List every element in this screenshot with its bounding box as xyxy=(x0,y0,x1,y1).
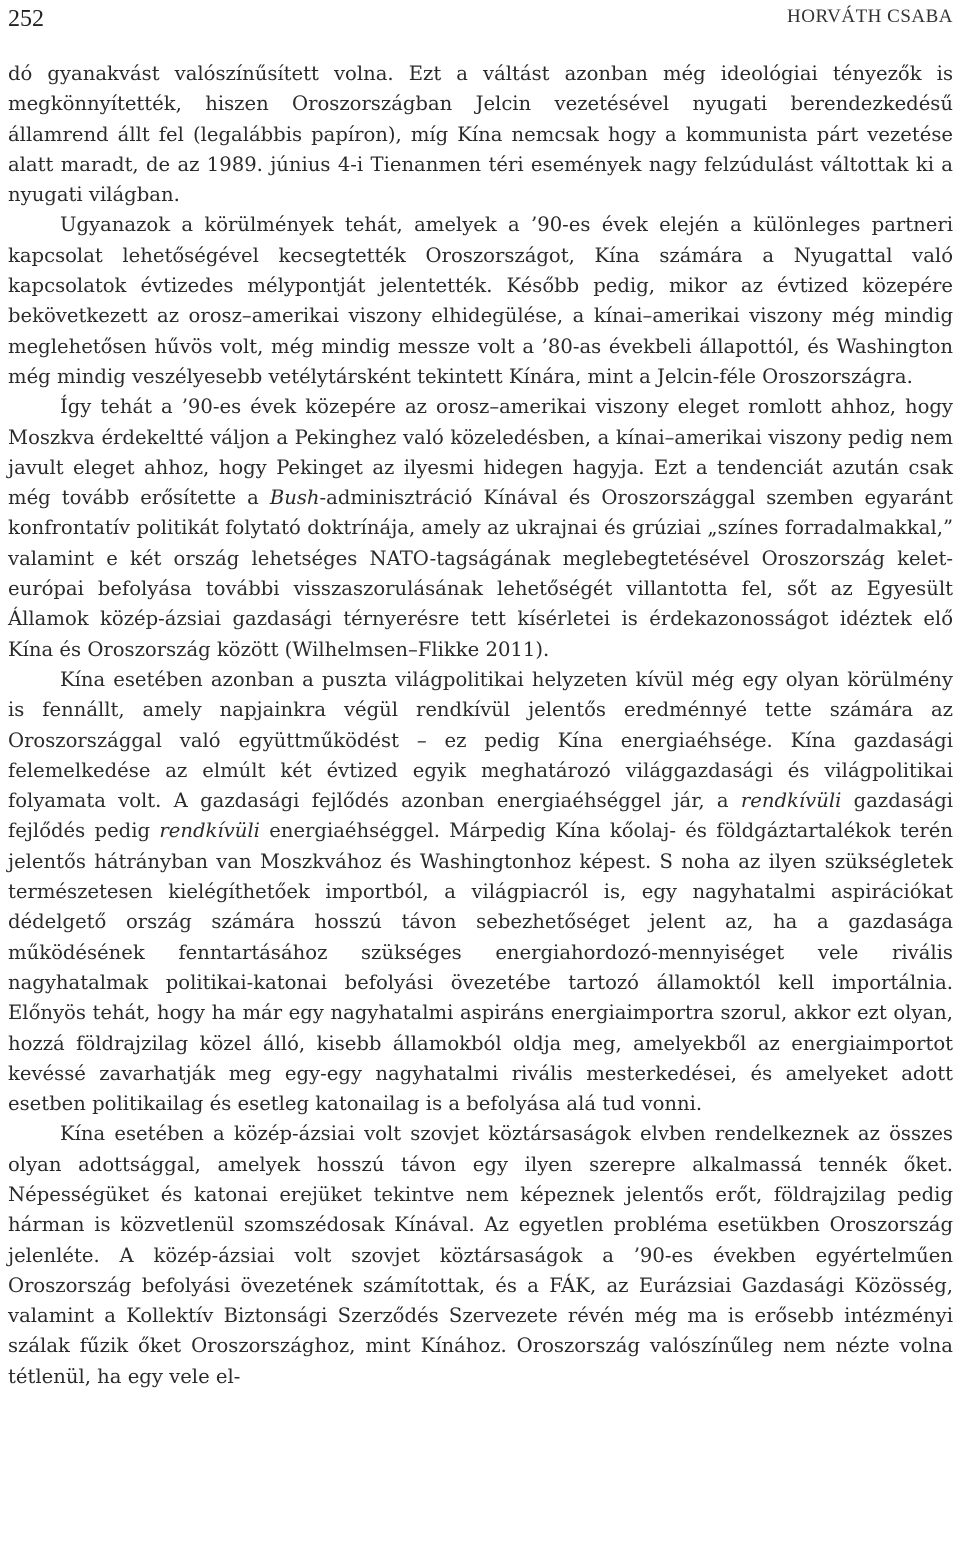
paragraph xyxy=(8,665,953,1119)
paragraph xyxy=(8,1119,953,1392)
paragraph-text: Ugyanazok a körülmények tehát, amelyek a ’90-es évek elején a különleges partneri kapcsolat lehetőségével kecsegtették Oroszországot, Kína számára a Nyugattal való kapcsolatok évtizedes mélypontját jelentették. Később pedig, mikor az évtized közepére bekövetkezett az orosz–amerikai viszony elhidegülése, a kínai–amerikai viszony még mindig meglehetősen hűvös volt, még mindig messze volt a ’80-as évekbeli állapottól, és Washington még mindig veszélyesebb vetélytársként tekintett Kínára, mint a Jelcin-féle Oroszországra. xyxy=(8,213,953,388)
italic-text: rendkívüli xyxy=(740,789,842,813)
paragraph-text: Kína esetében azonban a puszta világpolitikai helyzeten kívül még egy olyan körülmény is fennállt, amely napjainkra végül rendkívül jelentős eredménnyé tette számára az Oroszországgal való együttműködést – ez pedig Kína energiaéhsége. Kína gazdasági felemelkedése az elmúlt két évtized egyik meghatározó világgazdasági és világpolitikai folyamata volt. A gazdasági fejlődés azonban energiaéhséggel jár, a xyxy=(8,667,953,813)
paragraph-text: energiaéhséggel. Márpedig Kína kőolaj- és földgáztartalékok terén jelentős hátrányban van Moszkvához és Washingtonhoz képest. S noha az ilyen szükségletek természetesen kielégíthetőek importból, a világpiacról is, egy nagyhatalmi aspirációkat dédelgető ország számára hosszú távon sebezhetőséget jelent az, ha a gazdasága működésének fenntartásához szükséges energiahordozó-mennyiséget vele rivális nagyhatalmak politikai-katonai befolyási övezetébe tartozó államoktól kell importálnia. Előnyös tehát, hogy ha már egy nagyhatalmi aspiráns energiaimportra szorul, akkor ezt olyan, hozzá földrajzilag közel álló, kisebb államokból oldja meg, amelyekből az energiaimportot kevéssé zavarhatják meg egy-egy nagyhatalmi rivális mesterkedései, és amelyeket adott esetben politikailag és esetleg katonailag is a befolyása alá tud vonni. xyxy=(8,819,953,1116)
paragraph-text: Így tehát a ’90-es évek közepére az orosz–amerikai viszony eleget romlott ahhoz, hogy Moszkva érdekeltté váljon a Pekinghez való közeledésben, a kínai–amerikai viszony pedig nem javult eleget ahhoz, hogy Pekinget az ilyesmi hidegen hagyja. Ezt a tendenciát azután csak még tovább erősítette a xyxy=(8,395,953,510)
body-text xyxy=(8,59,953,1392)
page-number: 252 xyxy=(8,6,44,32)
document-page xyxy=(8,0,953,1392)
paragraph xyxy=(8,210,953,392)
paragraph xyxy=(8,392,953,665)
italic-text: rendkívüli xyxy=(159,819,260,843)
page-header xyxy=(8,0,953,44)
paragraph xyxy=(8,59,953,210)
running-head: HORVÁTH CSABA xyxy=(787,6,953,27)
paragraph-text: dó gyanakvást valószínűsített volna. Ezt a váltást azonban még ideológiai tényezők is megkönnyítették, hiszen Oroszországban Jelcin vezetésével nyugati berendezkedésű államrend állt fel (legalábbis papíron), míg Kína nemcsak hogy a kommunista párt vezetése alatt maradt, de az 1989. június 4-i Tienanmen téri események nagy felzúdulást váltottak ki a nyugati világban. xyxy=(8,62,953,207)
paragraph-text: Kína esetében a közép-ázsiai volt szovjet köztársaságok elvben rendelkeznek az összes olyan adottsággal, amelyek hosszú távon egy ilyen szerepre alkalmassá tennék őket. Népességüket és katonai erejüket tekintve nem képeznek jelentős erőt, földrajzilag pedig hárman is közvetlenül szomszédosak Kínával. Az egyetlen probléma esetükben Oroszország jelenléte. A közép-ázsiai volt szovjet köztársaságok a ’90-es években egyértelműen Oroszország befolyási övezetének számítottak, és a FÁK, az Eurázsiai Gazdasági Közösség, valamint a Kollektív Biztonsági Szerződés Szervezete révén még ma is erősebb intézményi szálak fűzik őket Oroszországhoz, mint Kínához. Oroszország valószínűleg nem nézte volna tétlenül, ha egy vele el- xyxy=(8,1122,953,1388)
italic-text: Bush xyxy=(269,486,320,510)
paragraph-text: gazdasági fejlődés pedig xyxy=(8,789,954,843)
paragraph-text: -adminisztráció Kínával és Oroszországgal szemben egyaránt konfrontatív politikát folytató doktrínája, amely az ukrajnai és grúziai „színes forradalmakkal,” valamint e két ország lehetséges NATO-tagságának meglebegtetésével Oroszország kelet-európai befolyása további visszaszorulásának lehetőségét villantotta fel, sőt az Egyesült Államok közép-ázsiai gazdasági térnyerésre tett kísérletei is érdekazonosságot idéztek elő Kína és Oroszország között (Wilhelmsen–Flikke 2011). xyxy=(8,486,953,661)
